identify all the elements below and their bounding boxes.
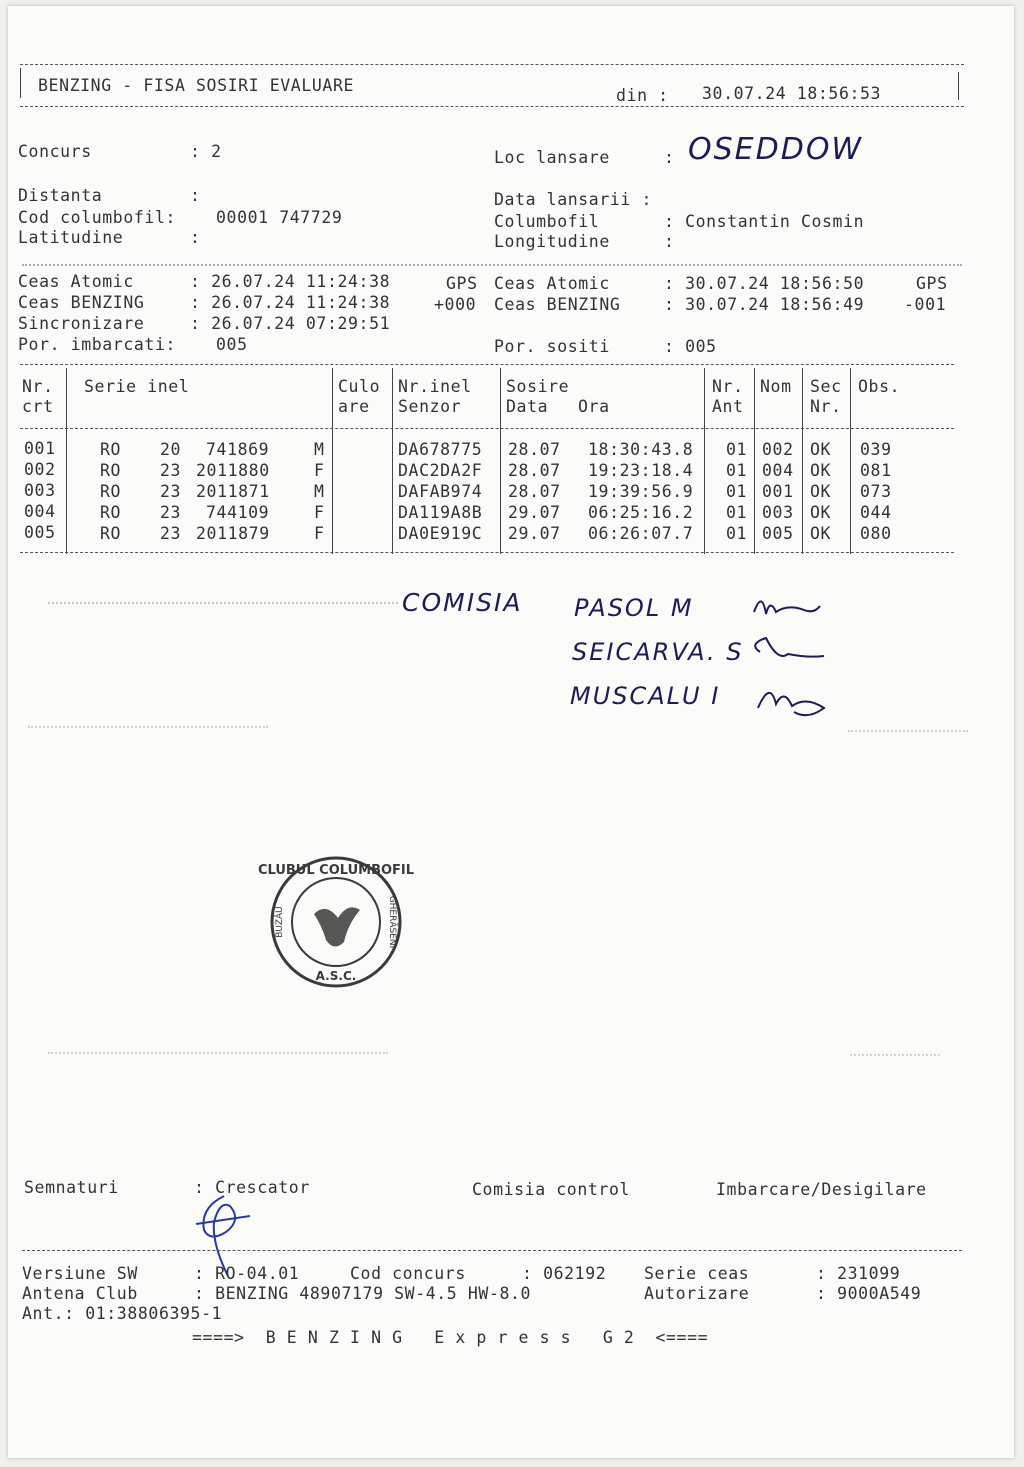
dotted-separator [22,264,962,268]
cod-columbofil-label: Cod columbofil: [18,208,177,227]
dotted-separator [850,1054,940,1058]
row-data: 29.07 [508,524,561,543]
clock-left-label: Ceas BENZING [18,293,145,312]
dotted-separator [48,1052,388,1056]
row-inel: 741869 [206,440,270,459]
table-header-border [20,428,954,429]
semnaturi-label: Semnaturi [24,1178,119,1197]
col-divider [850,368,851,554]
header-ant: Ant [712,397,744,416]
row-nr: 005 [24,523,56,542]
row-tara: RO [100,440,122,459]
col-divider [754,368,755,554]
clock-right-label: Ceas BENZING [494,295,621,314]
row-nr: 002 [24,460,56,479]
header-serie: Serie inel [84,377,190,396]
clock-left-value: : 26.07.24 11:24:38 [190,272,391,291]
clock-left-label: Por. imbarcati: [18,335,177,354]
clock-left-label: Ceas Atomic [18,272,134,291]
row-ora: 19:39:56.9 [588,482,694,501]
antena-label: Antena Club [22,1284,138,1303]
row-ora: 18:30:43.8 [588,440,694,459]
row-sex: F [314,503,325,522]
clock-right-suffix: -001 [904,295,947,314]
handwritten-member-3: MUSCALU I [570,682,721,710]
row-nr: 004 [24,502,56,521]
row-senzor: DA0E919C [398,524,483,543]
loc-lansare-label: Loc lansare [494,148,610,167]
benzing-express-banner: ====> B E N Z I N G E x p r e s s G 2 <==== [192,1328,709,1347]
versiune-label: Versiune SW [22,1264,138,1283]
row-an: 23 [160,524,182,543]
header-nrinel: Nr.inel [398,377,472,396]
imbarcare-label: Imbarcare/Desigilare [716,1180,927,1199]
row-data: 28.07 [508,461,561,480]
row-sec: OK [810,524,832,543]
clock-left-value: : 26.07.24 11:24:38 [190,293,391,312]
table-bottom-border [20,552,954,553]
initials-signatures [748,588,838,728]
header-din-label: din : [616,86,669,105]
clock-left-suffix: GPS [446,274,478,293]
serie-ceas-label: Serie ceas [644,1264,750,1283]
row-nom: 001 [762,482,794,501]
comisia-control-label: Comisia control [472,1180,631,1199]
concurs-label: Concurs [18,142,92,161]
clock-right-value: : 30.07.24 18:56:49 [664,295,865,314]
row-obs: 073 [860,482,892,501]
row-ant: 01 [726,503,748,522]
versiune-value: : RO-04.01 [194,1264,300,1283]
latitudine-label: Latitudine [18,228,124,247]
row-tara: RO [100,461,122,480]
row-ant: 01 [726,440,748,459]
header-left-border [20,68,21,98]
row-tara: RO [100,524,122,543]
row-an: 23 [160,482,182,501]
dotted-separator [48,602,398,606]
loc-lansare-colon: : [664,148,675,167]
row-ant: 01 [726,461,748,480]
handwritten-comisia: COMISIA [402,588,523,617]
clock-left-label: Sincronizare [18,314,145,333]
header-right-border [958,72,959,100]
footer-separator [22,1250,962,1251]
cod-columbofil-value: 00001 747729 [216,208,343,227]
latitudine-colon: : [190,228,201,247]
header-title: BENZING - FISA SOSIRI EVALUARE [38,76,355,95]
cod-concurs-label: Cod concurs [350,1264,466,1283]
row-nom: 002 [762,440,794,459]
row-inel: 2011871 [196,482,270,501]
data-lansarii-label: Data lansarii : [494,190,653,209]
header-data: Data [506,397,549,416]
antena-value: : BENZING 48907179 SW-4.5 HW-8.0 [194,1284,532,1303]
row-senzor: DA119A8B [398,503,483,522]
header-nrant: Nr. [712,377,744,396]
clock-left-suffix: +000 [434,295,477,314]
row-nr: 001 [24,439,56,458]
header-nr: Nr. [22,377,54,396]
row-ant: 01 [726,482,748,501]
row-an: 23 [160,461,182,480]
header-senzor: Senzor [398,397,462,416]
row-inel: 2011880 [196,461,270,480]
row-an: 23 [160,503,182,522]
header-sec: Sec [810,377,842,396]
row-inel: 744109 [206,503,270,522]
row-sec: OK [810,461,832,480]
row-obs: 080 [860,524,892,543]
loc-lansare-handwritten: OSEDDOW [688,132,864,167]
header-top-border [20,64,964,65]
row-sex: M [314,482,325,501]
clock-right-suffix: GPS [916,274,948,293]
row-data: 28.07 [508,482,561,501]
columbofil-label: Columbofil [494,212,600,231]
header-sosire: Sosire [506,377,570,396]
columbofil-value: : Constantin Cosmin [664,212,865,231]
stamp-bottom-text: A.S.C. [315,969,357,983]
col-divider [704,368,705,554]
dotted-separator [848,730,968,734]
crescator-label: : Crescator [194,1178,310,1197]
header-ora: Ora [578,397,610,416]
clock-left-value: : 26.07.24 07:29:51 [190,314,391,333]
serie-ceas-value: : 231099 [816,1264,901,1283]
header-bottom-border [20,106,964,107]
row-an: 20 [160,440,182,459]
autorizare-label: Autorizare [644,1284,750,1303]
concurs-value: : 2 [190,142,222,161]
longitudine-label: Longitudine [494,232,610,251]
row-ora: 06:26:07.7 [588,524,694,543]
row-data: 28.07 [508,440,561,459]
table-top-border [20,364,954,365]
row-obs: 081 [860,461,892,480]
clock-right-label: Por. sositi [494,337,610,356]
row-obs: 044 [860,503,892,522]
ant-line: Ant.: 01:38806395-1 [22,1304,223,1323]
receipt-sheet [8,6,1014,1458]
clock-left-value: 005 [216,335,248,354]
stamp-outer-text: CLUBUL COLUMBOFIL [257,863,415,878]
distanta-label: Distanta [18,186,103,205]
row-tara: RO [100,482,122,501]
cod-concurs-value: : 062192 [522,1264,607,1283]
header-crt: crt [22,397,54,416]
club-stamp [257,852,415,992]
row-nom: 003 [762,503,794,522]
handwritten-member-2: SEICARVA. S [572,638,744,666]
clock-right-value: : 005 [664,337,717,356]
header-nom: Nom [760,377,792,396]
col-divider [802,368,803,554]
row-tara: RO [100,503,122,522]
row-ora: 06:25:16.2 [588,503,694,522]
clock-right-label: Ceas Atomic [494,274,610,293]
row-ant: 01 [726,524,748,543]
header-culo: Culo [338,377,381,396]
autorizare-value: : 9000A549 [816,1284,922,1303]
col-divider [66,368,67,554]
row-nom: 005 [762,524,794,543]
header-din-value: 30.07.24 18:56:53 [702,84,882,103]
row-sec: OK [810,440,832,459]
header-obs: Obs. [858,377,901,396]
row-senzor: DA678775 [398,440,483,459]
handwritten-member-1: PASOL M [574,594,694,622]
col-divider [392,368,393,554]
stamp-side-text: GHERĂSENI [387,895,397,949]
row-senzor: DAC2DA2F [398,461,483,480]
col-divider [500,368,501,554]
stamp-left-text: BUZĂU [275,906,285,938]
header-secnr: Nr. [810,397,842,416]
clock-right-value: : 30.07.24 18:56:50 [664,274,865,293]
row-nom: 004 [762,461,794,480]
row-data: 29.07 [508,503,561,522]
row-nr: 003 [24,481,56,500]
row-sex: M [314,440,325,459]
row-sec: OK [810,482,832,501]
row-sex: F [314,461,325,480]
row-ora: 19:23:18.4 [588,461,694,480]
row-sex: F [314,524,325,543]
longitudine-colon: : [664,232,675,251]
row-sec: OK [810,503,832,522]
col-divider [332,368,333,554]
dotted-separator [28,726,268,730]
distanta-colon: : [190,186,201,205]
row-inel: 2011879 [196,524,270,543]
row-obs: 039 [860,440,892,459]
row-senzor: DAFAB974 [398,482,483,501]
header-are: are [338,397,370,416]
